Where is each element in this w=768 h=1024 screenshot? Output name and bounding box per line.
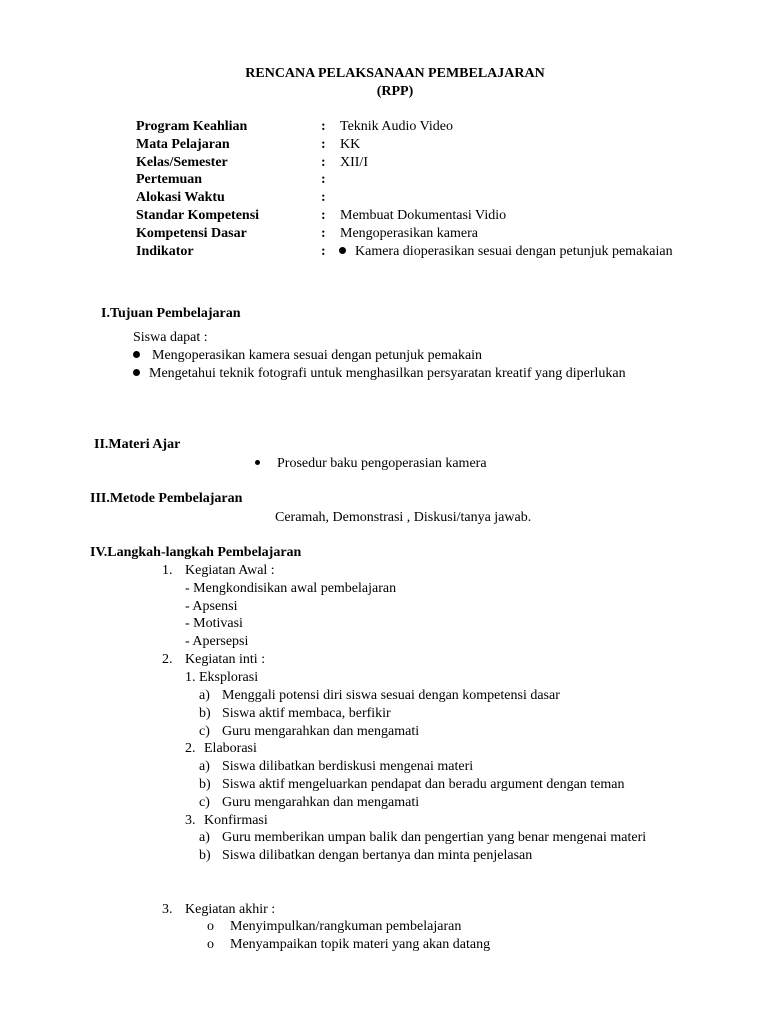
list-item: Guru memberikan umpan balik dan pengertian yang benar mengenai materi — [222, 830, 647, 845]
identity-label: Standar Kompetensi — [136, 208, 260, 223]
list-mark: c) — [199, 795, 210, 810]
metode-text: Ceramah, Demonstrasi , Diskusi/tanya jawab. — [275, 510, 532, 525]
list-mark: o — [207, 919, 214, 934]
list-mark: c) — [199, 724, 210, 739]
identity-separator: : — [321, 155, 326, 170]
indikator-bullet-icon — [339, 243, 346, 261]
section-heading-metode: III.Metode Pembelajaran — [90, 491, 243, 506]
list-item: Guru mengarahkan dan mengamati — [222, 724, 420, 739]
identity-separator: : — [321, 226, 326, 241]
list-item: - Motivasi — [185, 616, 243, 631]
list-number: 1. — [162, 563, 173, 578]
list-mark: a) — [199, 688, 210, 703]
subsection-number: 3. — [185, 813, 196, 828]
identity-label: Alokasi Waktu — [136, 190, 225, 205]
identity-value: Kamera dioperasikan sesuai dengan petunjuk pemakaian — [355, 244, 673, 259]
list-mark: b) — [199, 848, 211, 863]
list-mark: b) — [199, 777, 211, 792]
list-item-title: Kegiatan akhir : — [185, 902, 276, 917]
identity-separator: : — [321, 137, 326, 152]
identity-label: Indikator — [136, 244, 194, 259]
identity-value: Membuat Dokumentasi Vidio — [340, 208, 507, 223]
section-heading-tujuan: I.Tujuan Pembelajaran — [101, 306, 241, 321]
identity-label: Program Keahlian — [136, 119, 248, 134]
list-item: Menggali potensi diri siswa sesuai dengan kompetensi dasar — [222, 688, 560, 703]
bullet-icon — [255, 455, 260, 473]
list-item: Siswa dilibatkan berdiskusi mengenai materi — [222, 759, 474, 774]
identity-separator: : — [321, 244, 326, 259]
list-item: - Apersepsi — [185, 634, 249, 649]
list-item-title: Kegiatan Awal : — [185, 563, 275, 578]
identity-label: Pertemuan — [136, 172, 203, 187]
identity-label: Mata Pelajaran — [136, 137, 230, 152]
list-item: Siswa aktif mengeluarkan pendapat dan beradu argument dengan teman — [222, 777, 625, 792]
identity-value: KK — [340, 137, 361, 152]
identity-label: Kompetensi Dasar — [136, 226, 247, 241]
identity-value: Teknik Audio Video — [340, 119, 454, 134]
identity-separator: : — [321, 208, 326, 223]
list-item: Mengetahui teknik fotografi untuk menghasilkan persyaratan kreatif yang diperlukan — [149, 366, 626, 381]
subsection-title: Elaborasi — [204, 741, 257, 756]
identity-separator: : — [321, 119, 326, 134]
section-heading-materi: II.Materi Ajar — [94, 437, 181, 452]
section-intro: Siswa dapat : — [133, 330, 208, 345]
identity-value: XII/I — [340, 155, 368, 170]
list-mark: a) — [199, 830, 210, 845]
list-item: Siswa aktif membaca, berfikir — [222, 706, 391, 721]
subsection-title: Konfirmasi — [204, 813, 268, 828]
list-mark: o — [207, 937, 214, 952]
subsection-number: 2. — [185, 741, 196, 756]
identity-label: Kelas/Semester — [136, 155, 228, 170]
list-item: - Apsensi — [185, 599, 238, 614]
list-item: Mengoperasikan kamera sesuai dengan petunjuk pemakain — [152, 348, 483, 363]
list-item-title: Kegiatan inti : — [185, 652, 266, 667]
identity-separator: : — [321, 172, 326, 187]
list-item: Menyimpulkan/rangkuman pembelajaran — [230, 919, 462, 934]
identity-separator: : — [321, 190, 326, 205]
section-heading-langkah: IV.Langkah-langkah Pembelajaran — [90, 545, 302, 560]
subsection-title: 1. Eksplorasi — [185, 670, 259, 685]
list-item: Prosedur baku pengoperasian kamera — [277, 456, 487, 471]
list-item: Siswa dilibatkan dengan bertanya dan minta penjelasan — [222, 848, 533, 863]
list-number: 3. — [162, 902, 173, 917]
list-item: - Mengkondisikan awal pembelajaran — [185, 581, 397, 596]
list-number: 2. — [162, 652, 173, 667]
identity-value: Mengoperasikan kamera — [340, 226, 478, 241]
list-mark: a) — [199, 759, 210, 774]
list-item: Menyampaikan topik materi yang akan datang — [230, 937, 491, 952]
document-title: RENCANA PELAKSANAAN PEMBELAJARAN — [245, 66, 545, 81]
list-mark: b) — [199, 706, 211, 721]
bullet-icon — [133, 347, 140, 365]
list-item: Guru mengarahkan dan mengamati — [222, 795, 420, 810]
document-subtitle: (RPP) — [376, 84, 414, 99]
bullet-icon — [133, 365, 140, 383]
